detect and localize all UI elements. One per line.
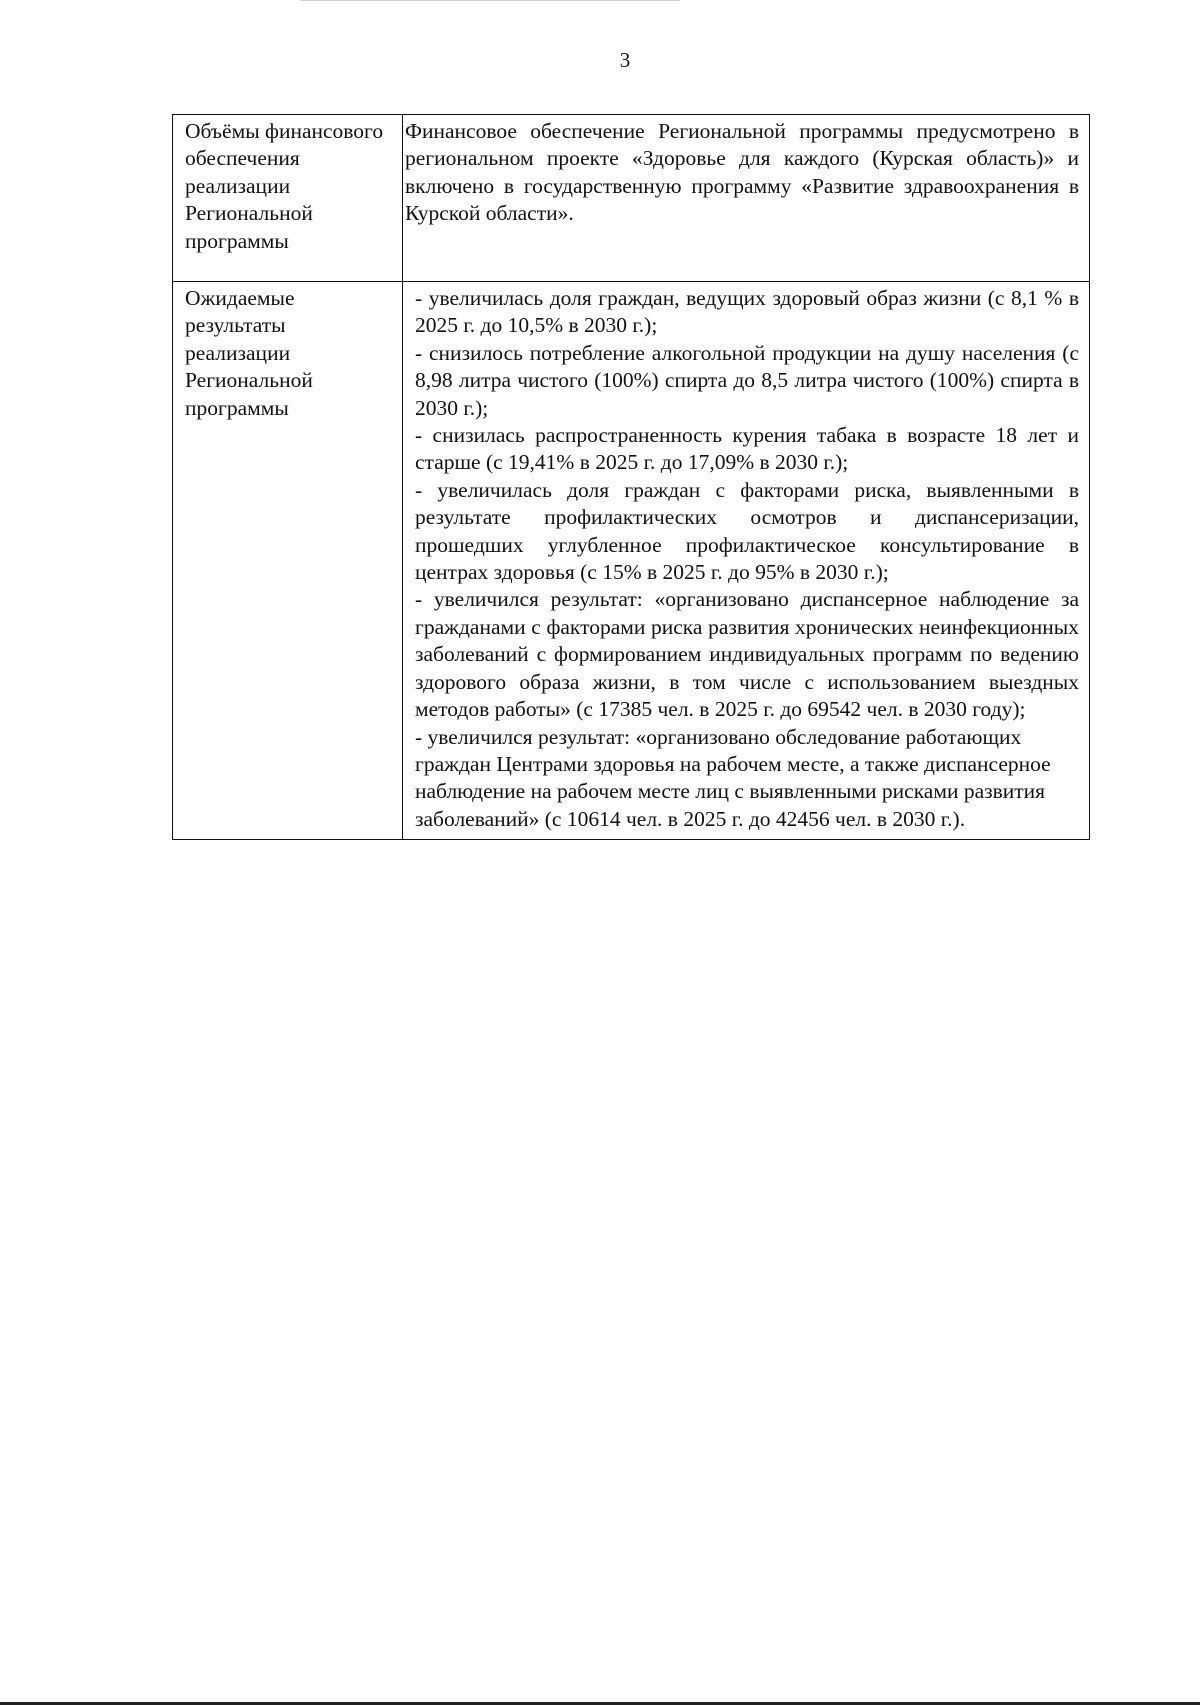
result-item: - увеличился результат: «организовано обследование работающих граждан Центрами здоровья на рабочем месте, а также диспансерное наблюдение на рабочем месте лиц с выявленными рисками развития заболеваний» (с 10614 чел. в 2025 г. до 42456 чел. в 2030 г.).	[415, 724, 1051, 831]
row-value-cell	[403, 115, 1090, 282]
result-item: - снизилось потребление алкогольной продукции на душу населения (с 8,98 литра чистого (100%) спирта до 8,5 литра чистого (100%) спирта в 2030 г.);	[415, 340, 1079, 420]
page-number: 3	[619, 48, 631, 72]
row-label: Ожидаемые результаты реализации Региональной программы	[185, 286, 313, 420]
result-item: - увеличилась доля граждан с факторами риска, выявленными в результате профилактических осмотров и диспансеризации, прошедших углубленное профилактическое консультирование в центрах здоровья (с 15% в 2025 г. до 95% в 2030 г.);	[415, 477, 1079, 585]
result-item: - увеличился результат: «организовано диспансерное наблюдение за гражданами с факторами риска развития хронических неинфекционных заболеваний с формированием индивидуальных программ по ведению здорового образа жизни, в том числе с использованием выездных методов работы» (с 17385 чел. в 2025 г. до 69542 чел. в 2030 году);	[415, 587, 1079, 722]
result-item: - снизилась распространенность курения табака в возрасте 18 лет и старше (с 19,41% в 2025 г. до 17,09% в 2030 г.);	[415, 423, 1079, 475]
row-label: Объёмы финансового обеспечения реализации Региональной программы	[185, 119, 384, 253]
table-row	[173, 115, 1090, 282]
table-row	[173, 282, 1090, 840]
passport-table	[172, 114, 1090, 840]
row-label-cell	[173, 282, 403, 840]
scan-artifact-top	[300, 0, 680, 1]
result-item: - увеличилась доля граждан, ведущих здоровый образ жизни (с 8,1 % в 2025 г. до 10,5% в 2030 г.);	[415, 286, 1079, 338]
financing-text: Финансовое обеспечение Региональной программы предусмотрено в региональном проекте «Здоровье для каждого (Курская область)» и включено в государственную программу «Развитие здравоохранения в Курской области».	[405, 119, 1079, 226]
row-label-cell	[173, 115, 403, 282]
row-value-cell	[403, 282, 1090, 840]
